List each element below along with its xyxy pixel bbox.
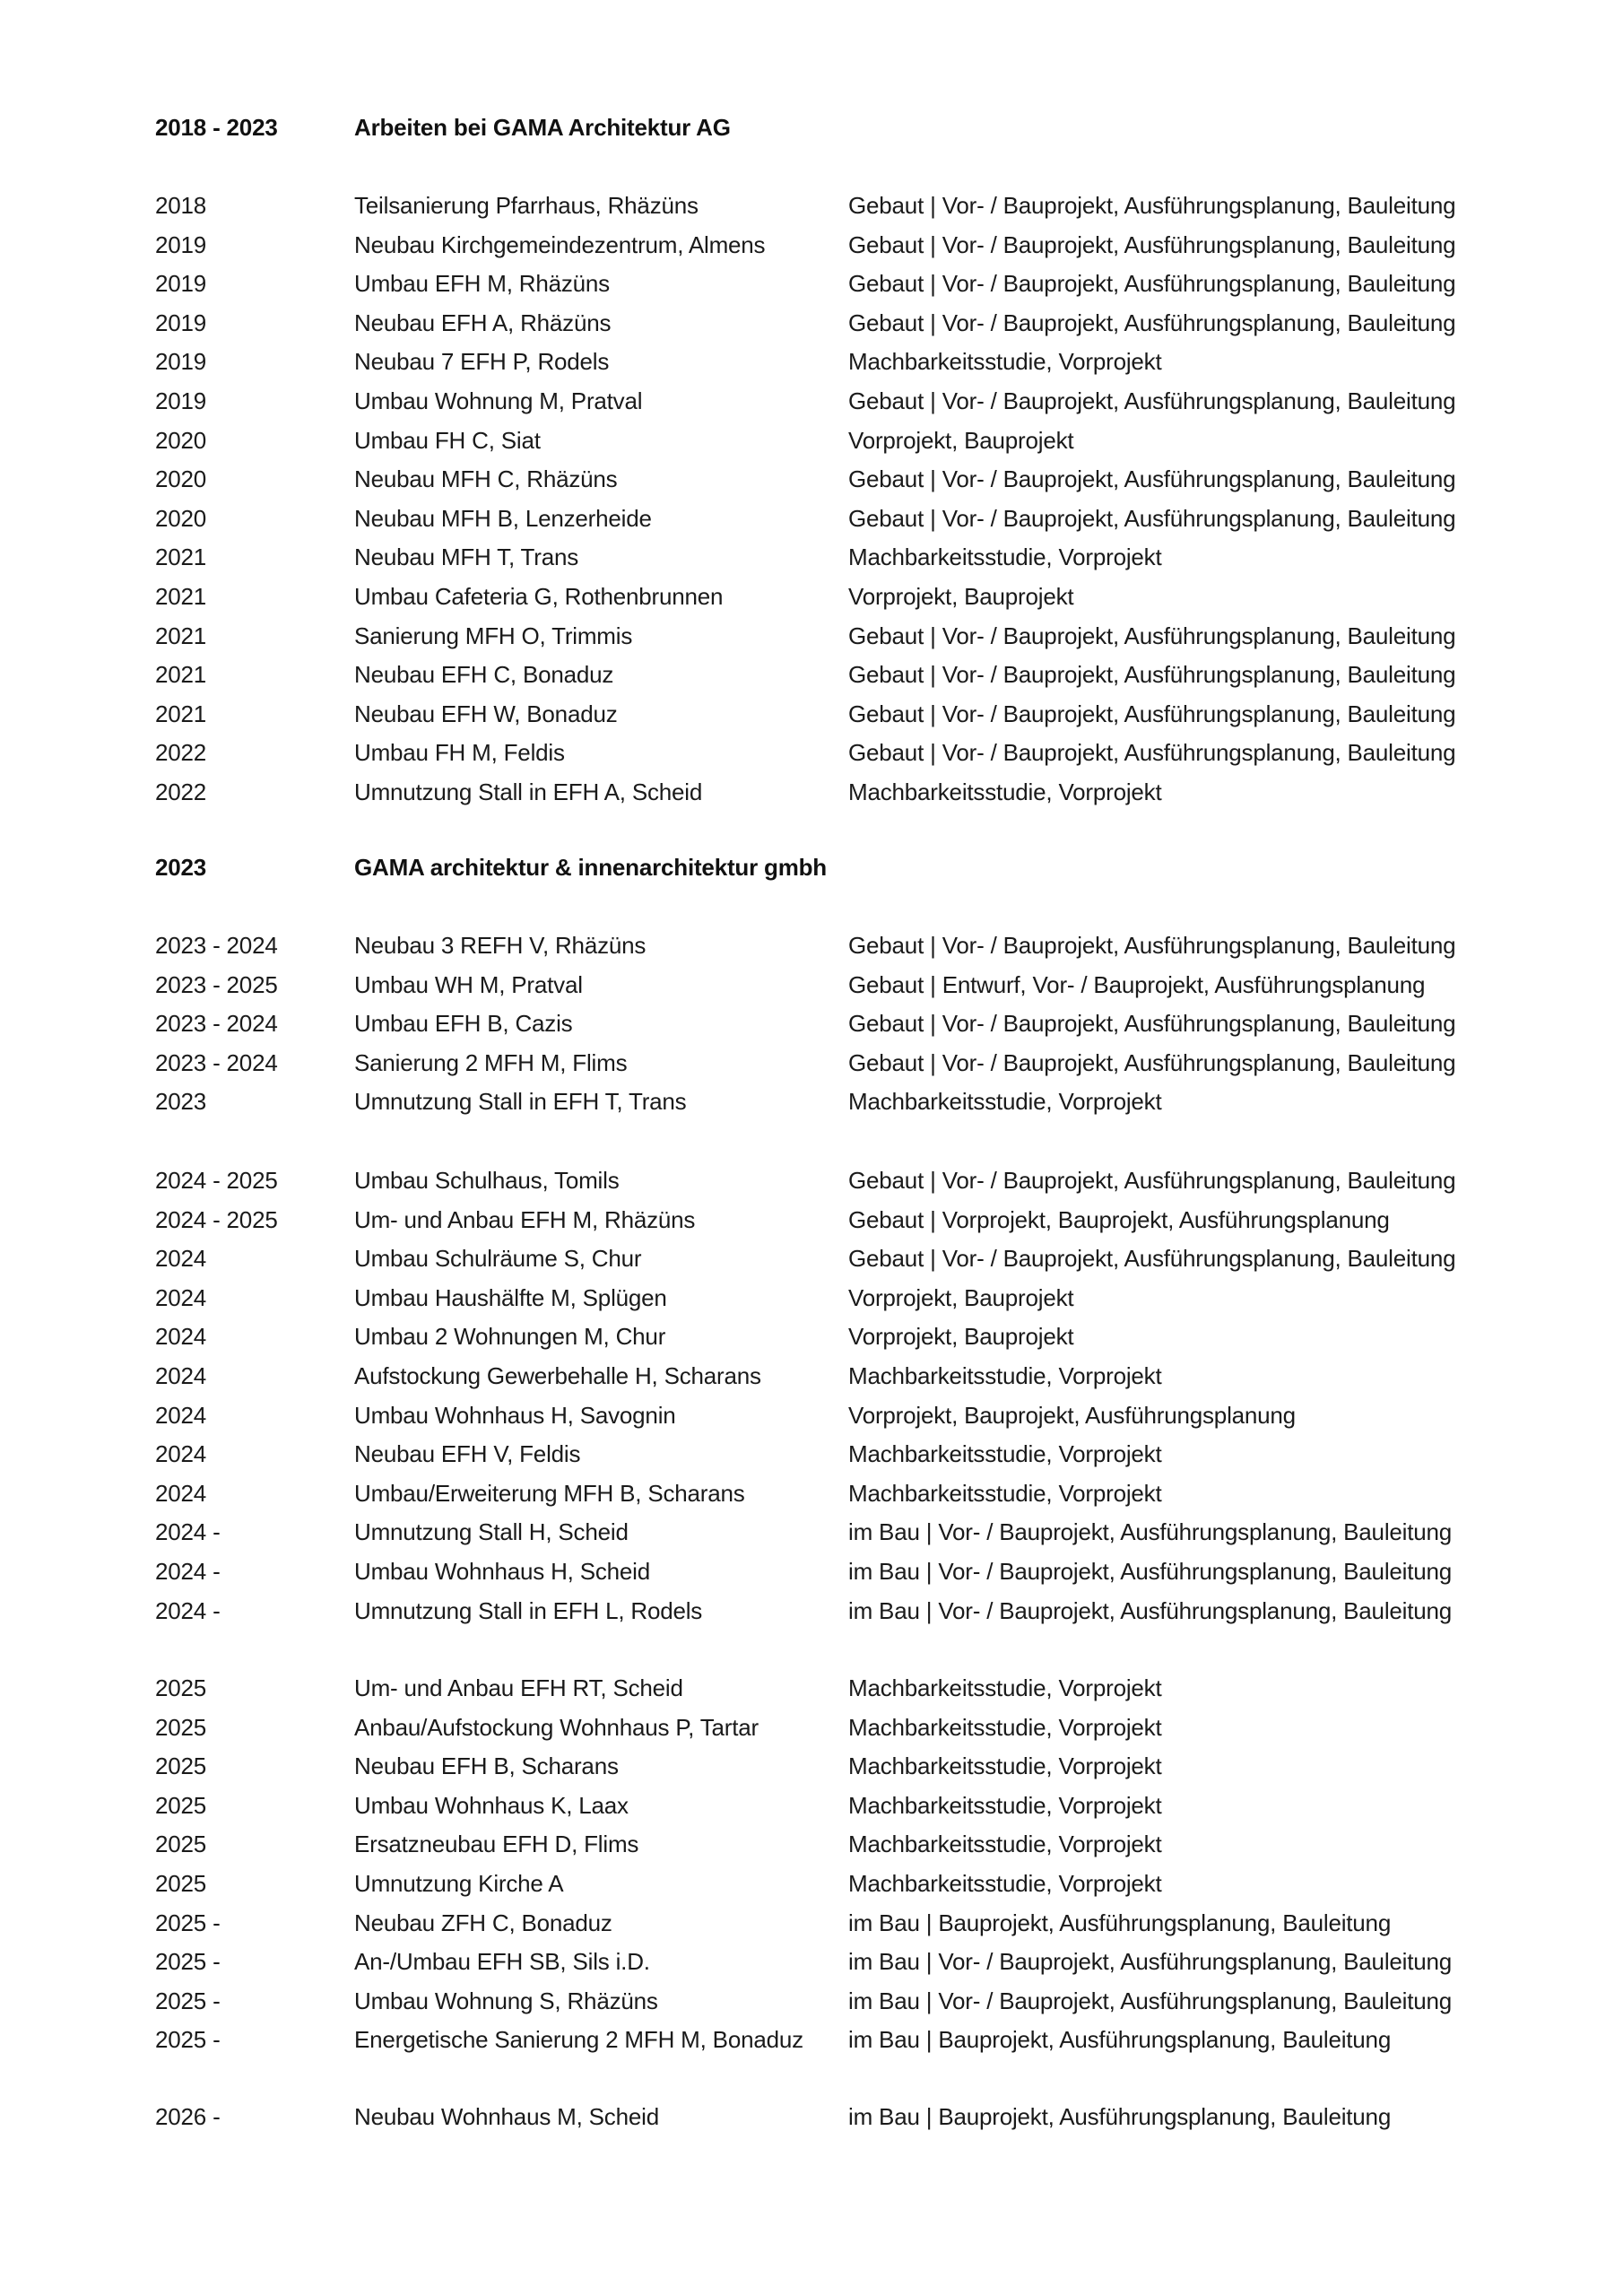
project-name: Umbau Wohnung S, Rhäzüns	[354, 1987, 658, 2014]
project-row	[0, 1474, 1623, 1513]
project-name: Umbau 2 Wohnungen M, Chur	[354, 1323, 666, 1351]
project-status: Gebaut | Vor- / Bauprojekt, Ausführungsplanung, Bauleitung	[848, 661, 1456, 689]
project-status: Machbarkeitsstudie, Vorprojekt	[848, 1713, 1162, 1741]
project-year: 2018	[155, 192, 207, 219]
project-row	[0, 1004, 1623, 1043]
project-status: Vorprojekt, Bauprojekt	[848, 583, 1074, 610]
project-year: 2021	[155, 544, 207, 571]
project-name: Umnutzung Stall in EFH A, Scheid	[354, 778, 703, 805]
project-row	[0, 965, 1623, 1004]
project-name: Neubau MFH B, Lenzerheide	[354, 504, 652, 532]
project-name: Umbau Schulräume S, Chur	[354, 1245, 642, 1273]
project-status: Machbarkeitsstudie, Vorprojekt	[848, 1479, 1162, 1507]
project-status: im Bau | Vor- / Bauprojekt, Ausführungsplanung, Bauleitung	[848, 1987, 1453, 2014]
project-status: Gebaut | Vor- / Bauprojekt, Ausführungsplanung, Bauleitung	[848, 270, 1456, 298]
project-year: 2025	[155, 1752, 207, 1780]
project-year: 2024 -	[155, 1558, 221, 1585]
project-row	[0, 2020, 1623, 2059]
project-status: Vorprojekt, Bauprojekt	[848, 1283, 1074, 1311]
project-name: Sanierung 2 MFH M, Flims	[354, 1048, 628, 1076]
project-row	[0, 1434, 1623, 1474]
project-row	[0, 1082, 1623, 1121]
project-status: Gebaut | Vor- / Bauprojekt, Ausführungsplanung, Bauleitung	[848, 465, 1456, 493]
project-year: 2023 - 2025	[155, 970, 278, 998]
project-year: 2025	[155, 1791, 207, 1819]
project-status: Machbarkeitsstudie, Vorprojekt	[848, 1674, 1162, 1701]
project-name: Umbau Schulhaus, Tomils	[354, 1167, 620, 1194]
project-name: Neubau Wohnhaus M, Scheid	[354, 2103, 659, 2130]
project-year: 2025	[155, 1870, 207, 1897]
project-status: Gebaut | Vor- / Bauprojekt, Ausführungsplanung, Bauleitung	[848, 387, 1456, 414]
project-row	[0, 1942, 1623, 1981]
project-status: Gebaut | Vor- / Bauprojekt, Ausführungsplanung, Bauleitung	[848, 739, 1456, 767]
project-row	[0, 186, 1623, 225]
project-name: Um- und Anbau EFH M, Rhäzüns	[354, 1205, 696, 1233]
project-status: im Bau | Vor- / Bauprojekt, Ausführungsplanung, Bauleitung	[848, 1596, 1453, 1624]
project-row	[0, 1668, 1623, 1708]
project-row	[0, 225, 1623, 265]
project-row	[0, 381, 1623, 421]
project-year: 2025 -	[155, 1948, 221, 1976]
project-year: 2023	[155, 1088, 207, 1116]
project-status: Gebaut | Vor- / Bauprojekt, Ausführungsplanung, Bauleitung	[848, 309, 1456, 336]
project-status: Gebaut | Vor- / Bauprojekt, Ausführungsplanung, Bauleitung	[848, 1167, 1456, 1194]
section-header	[0, 108, 1623, 147]
project-status: Machbarkeitsstudie, Vorprojekt	[848, 1362, 1162, 1389]
project-year: 2021	[155, 700, 207, 727]
project-name: Um- und Anbau EFH RT, Scheid	[354, 1674, 683, 1701]
project-name: Umbau Haushälfte M, Splügen	[354, 1283, 667, 1311]
project-year: 2019	[155, 309, 207, 336]
project-name: Teilsanierung Pfarrhaus, Rhäzüns	[354, 192, 699, 219]
project-status: Machbarkeitsstudie, Vorprojekt	[848, 1752, 1162, 1780]
project-year: 2024 -	[155, 1518, 221, 1546]
project-name: Neubau EFH C, Bonaduz	[354, 661, 614, 689]
project-year: 2024	[155, 1362, 207, 1389]
project-year: 2020	[155, 426, 207, 454]
project-row	[0, 926, 1623, 965]
project-year: 2024	[155, 1401, 207, 1429]
project-row	[0, 1981, 1623, 2021]
project-row	[0, 616, 1623, 656]
project-row	[0, 342, 1623, 381]
project-row	[0, 537, 1623, 577]
project-status: Gebaut | Vor- / Bauprojekt, Ausführungsplanung, Bauleitung	[848, 622, 1456, 649]
project-name: Neubau EFH V, Feldis	[354, 1440, 581, 1468]
project-row	[0, 1864, 1623, 1903]
project-year: 2024	[155, 1245, 207, 1273]
project-row	[0, 264, 1623, 303]
project-row	[0, 655, 1623, 694]
project-row	[0, 1708, 1623, 1747]
project-status: Machbarkeitsstudie, Vorprojekt	[848, 544, 1162, 571]
project-name: Sanierung MFH O, Trimmis	[354, 622, 633, 649]
project-status: Machbarkeitsstudie, Vorprojekt	[848, 1088, 1162, 1116]
project-name: Neubau 3 REFH V, Rhäzüns	[354, 932, 647, 959]
project-year: 2019	[155, 270, 207, 298]
project-status: Gebaut | Vor- / Bauprojekt, Ausführungsplanung, Bauleitung	[848, 504, 1456, 532]
project-year: 2020	[155, 504, 207, 532]
project-status: Vorprojekt, Bauprojekt	[848, 1323, 1074, 1351]
project-status: Gebaut | Vor- / Bauprojekt, Ausführungsplanung, Bauleitung	[848, 1048, 1456, 1076]
project-year: 2021	[155, 622, 207, 649]
project-row	[0, 577, 1623, 616]
project-year: 2025 -	[155, 1909, 221, 1936]
project-name: Umbau Wohnhaus H, Savognin	[354, 1401, 676, 1429]
project-status: Machbarkeitsstudie, Vorprojekt	[848, 1791, 1162, 1819]
project-status: Gebaut | Vor- / Bauprojekt, Ausführungsplanung, Bauleitung	[848, 1010, 1456, 1038]
project-row	[0, 1239, 1623, 1278]
project-status: im Bau | Vor- / Bauprojekt, Ausführungsplanung, Bauleitung	[848, 1518, 1453, 1546]
project-row	[0, 1786, 1623, 1825]
project-status: im Bau | Bauprojekt, Ausführungsplanung, Bauleitung	[848, 2026, 1392, 2054]
project-row	[0, 1824, 1623, 1864]
project-name: Neubau EFH W, Bonaduz	[354, 700, 618, 727]
project-name: Umnutzung Stall in EFH L, Rodels	[354, 1596, 703, 1624]
project-year: 2024	[155, 1323, 207, 1351]
project-status: Gebaut | Vor- / Bauprojekt, Ausführungsplanung, Bauleitung	[848, 700, 1456, 727]
project-status: Machbarkeitsstudie, Vorprojekt	[848, 1440, 1162, 1468]
section-title: GAMA architektur & innenarchitektur gmbh	[354, 854, 827, 881]
project-name: Neubau EFH A, Rhäzüns	[354, 309, 612, 336]
project-name: Umnutzung Kirche A	[354, 1870, 564, 1897]
project-name: Umnutzung Stall in EFH T, Trans	[354, 1088, 687, 1116]
project-name: Energetische Sanierung 2 MFH M, Bonaduz	[354, 2026, 803, 2054]
project-status: im Bau | Bauprojekt, Ausführungsplanung, Bauleitung	[848, 1909, 1392, 1936]
project-row	[0, 1512, 1623, 1552]
project-year: 2021	[155, 583, 207, 610]
project-year: 2019	[155, 348, 207, 376]
project-name: Umbau Wohnung M, Pratval	[354, 387, 643, 414]
project-name: Umbau WH M, Pratval	[354, 970, 583, 998]
project-year: 2024 - 2025	[155, 1167, 278, 1194]
project-name: Aufstockung Gewerbehalle H, Scharans	[354, 1362, 761, 1389]
section-header	[0, 848, 1623, 887]
project-status: Machbarkeitsstudie, Vorprojekt	[848, 778, 1162, 805]
project-status: im Bau | Bauprojekt, Ausführungsplanung, Bauleitung	[848, 2103, 1392, 2130]
project-year: 2024 -	[155, 1596, 221, 1624]
project-status: Machbarkeitsstudie, Vorprojekt	[848, 1831, 1162, 1858]
project-name: Neubau 7 EFH P, Rodels	[354, 348, 610, 376]
project-status: Machbarkeitsstudie, Vorprojekt	[848, 1870, 1162, 1897]
project-row	[0, 499, 1623, 538]
project-name: Umbau Cafeteria G, Rothenbrunnen	[354, 583, 724, 610]
project-status: Vorprojekt, Bauprojekt	[848, 426, 1074, 454]
project-row	[0, 1278, 1623, 1318]
project-row	[0, 733, 1623, 772]
project-name: Umbau Wohnhaus H, Scheid	[354, 1558, 651, 1585]
project-name: Neubau Kirchgemeindezentrum, Almens	[354, 230, 766, 258]
project-name: Umbau EFH M, Rhäzüns	[354, 270, 610, 298]
project-year: 2024 - 2025	[155, 1205, 278, 1233]
project-row	[0, 1903, 1623, 1943]
project-year: 2025	[155, 1831, 207, 1858]
project-year: 2025	[155, 1674, 207, 1701]
project-year: 2024	[155, 1440, 207, 1468]
project-status: Gebaut | Vor- / Bauprojekt, Ausführungsplanung, Bauleitung	[848, 230, 1456, 258]
project-status: im Bau | Vor- / Bauprojekt, Ausführungsplanung, Bauleitung	[848, 1558, 1453, 1585]
project-year: 2024	[155, 1479, 207, 1507]
section-period: 2018 - 2023	[155, 114, 278, 141]
project-row	[0, 1317, 1623, 1356]
project-year: 2019	[155, 230, 207, 258]
project-year: 2025 -	[155, 2026, 221, 2054]
project-name: Neubau ZFH C, Bonaduz	[354, 1909, 612, 1936]
project-year: 2019	[155, 387, 207, 414]
project-status: Gebaut | Vorprojekt, Bauprojekt, Ausführungsplanung	[848, 1205, 1390, 1233]
project-name: Umnutzung Stall H, Scheid	[354, 1518, 629, 1546]
project-row	[0, 1591, 1623, 1631]
project-name: Umbau/Erweiterung MFH B, Scharans	[354, 1479, 745, 1507]
project-status: Machbarkeitsstudie, Vorprojekt	[848, 348, 1162, 376]
project-status: Vorprojekt, Bauprojekt, Ausführungsplanung	[848, 1401, 1296, 1429]
project-row	[0, 694, 1623, 734]
project-row	[0, 1356, 1623, 1396]
project-name: Ersatzneubau EFH D, Flims	[354, 1831, 639, 1858]
project-year: 2022	[155, 778, 207, 805]
project-name: Umbau FH C, Siat	[354, 426, 541, 454]
project-row	[0, 421, 1623, 460]
project-name: Anbau/Aufstockung Wohnhaus P, Tartar	[354, 1713, 759, 1741]
project-status: Gebaut | Vor- / Bauprojekt, Ausführungsplanung, Bauleitung	[848, 192, 1456, 219]
project-year: 2026 -	[155, 2103, 221, 2130]
project-row	[0, 1161, 1623, 1200]
project-row	[0, 1746, 1623, 1786]
project-row	[0, 459, 1623, 499]
section-period: 2023	[155, 854, 207, 881]
project-year: 2023 - 2024	[155, 932, 278, 959]
project-name: Neubau MFH C, Rhäzüns	[354, 465, 618, 493]
project-row	[0, 1396, 1623, 1435]
project-year: 2025	[155, 1713, 207, 1741]
project-row	[0, 1552, 1623, 1591]
project-year: 2025 -	[155, 1987, 221, 2014]
project-name: Umbau EFH B, Cazis	[354, 1010, 573, 1038]
project-name: Umbau Wohnhaus K, Laax	[354, 1791, 629, 1819]
project-name: Neubau EFH B, Scharans	[354, 1752, 619, 1780]
project-year: 2021	[155, 661, 207, 689]
project-row	[0, 1043, 1623, 1083]
project-status: Gebaut | Vor- / Bauprojekt, Ausführungsplanung, Bauleitung	[848, 1245, 1456, 1273]
project-row	[0, 303, 1623, 343]
project-name: An-/Umbau EFH SB, Sils i.D.	[354, 1948, 650, 1976]
project-name: Neubau MFH T, Trans	[354, 544, 579, 571]
project-row	[0, 772, 1623, 812]
project-status: Gebaut | Vor- / Bauprojekt, Ausführungsplanung, Bauleitung	[848, 932, 1456, 959]
project-row	[0, 2097, 1623, 2136]
project-year: 2020	[155, 465, 207, 493]
project-year: 2024	[155, 1283, 207, 1311]
project-year: 2023 - 2024	[155, 1048, 278, 1076]
project-year: 2022	[155, 739, 207, 767]
project-status: im Bau | Vor- / Bauprojekt, Ausführungsplanung, Bauleitung	[848, 1948, 1453, 1976]
project-year: 2023 - 2024	[155, 1010, 278, 1038]
project-name: Umbau FH M, Feldis	[354, 739, 565, 767]
section-title: Arbeiten bei GAMA Architektur AG	[354, 114, 731, 141]
project-row	[0, 1200, 1623, 1239]
project-status: Gebaut | Entwurf, Vor- / Bauprojekt, Ausführungsplanung	[848, 970, 1426, 998]
